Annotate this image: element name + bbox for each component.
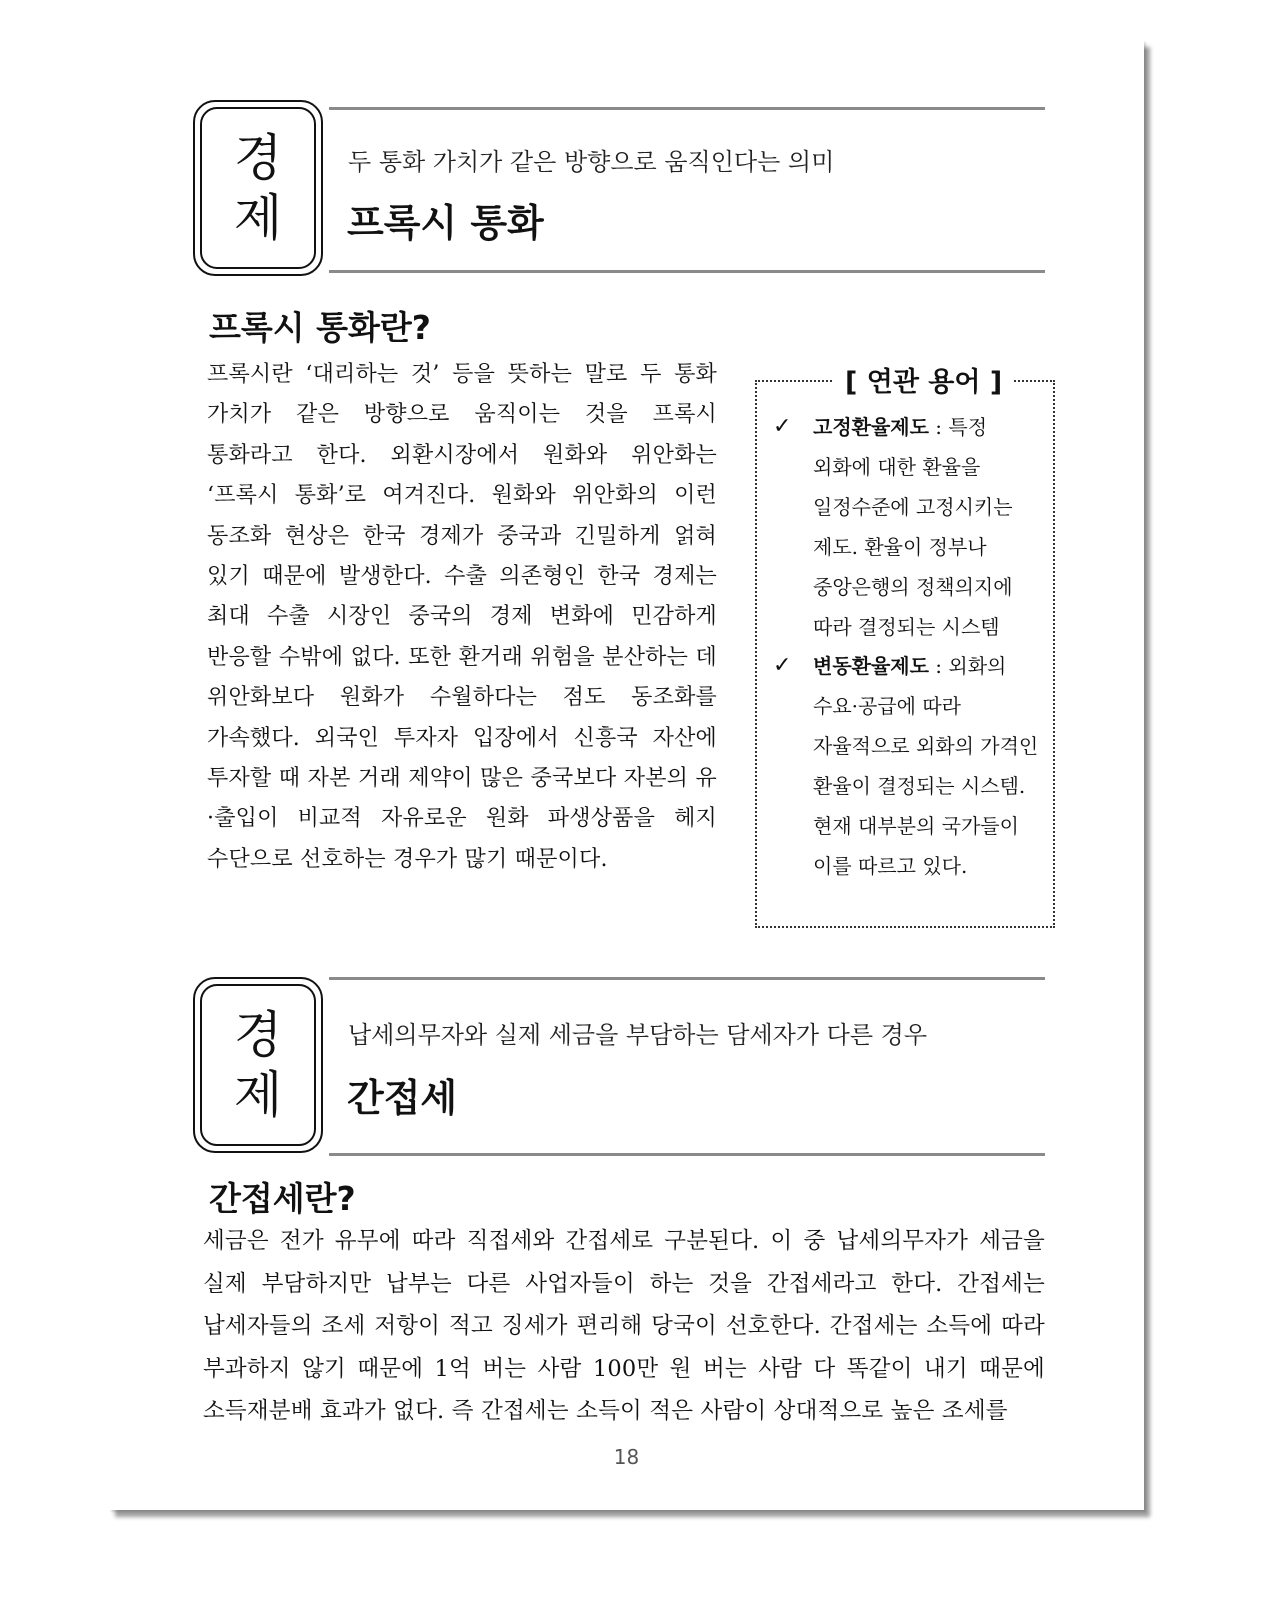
checkmark-icon: ✓ [773, 414, 792, 439]
section-1-top-rule [329, 107, 1045, 110]
section-1-category-badge [193, 100, 323, 276]
related-term-name: 변동환율제도 [813, 654, 929, 678]
section-2-category-badge [193, 977, 323, 1153]
document-page [109, 40, 1144, 1510]
section-2-category-char-2: 제 [233, 1066, 283, 1124]
related-term-item [773, 407, 1043, 647]
page-number: 18 [613, 1445, 640, 1469]
related-term-description: : 외화의 수요·공급에 따라 자율적으로 외화의 가격인 환율이 결정되는 시스템. 현재 대부분의 국가들이 이를 따르고 있다. [813, 654, 1039, 878]
section-1-question-heading: 프록시 통화란? [209, 308, 431, 347]
section-1-bottom-rule [329, 270, 1045, 273]
checkmark-icon: ✓ [773, 653, 792, 678]
section-2-bottom-rule [329, 1153, 1045, 1156]
related-terms-box [755, 367, 1055, 928]
related-terms-title: [ 연관 용어 ] [833, 360, 1014, 399]
related-term-description: : 특정 외화에 대한 환율을 일정수준에 고정시키는 제도. 환율이 정부나 중앙은행의 정책의지에 따라 결정되는 시스템 [813, 415, 1013, 639]
section-2-body-text: 세금은 전가 유무에 따라 직접세와 간접세로 구분된다. 이 중 납세의무자가 세금을 실제 부담하지만 납부는 다른 사업자들이 하는 것을 간접세라고 한다. 간접세는 납세자들의 조세 저항이 적고 징세가 편리해 당국이 선호한다. 간접세는 소득에 따라 부과하지 않기 때문에 1억 버는 사람 100만 원 버는 사람 다 똑같이 내기 때문에 소득재분배 효과가 없다. 즉 간접세는 소득이 적은 사람이 상대적으로 높은 조세를 [203, 1228, 1045, 1425]
section-1-subtitle: 두 통화 가치가 같은 방향으로 움직인다는 의미 [348, 148, 835, 176]
related-term-name: 고정환율제도 [813, 415, 929, 439]
section-1-title: 프록시 통화 [347, 201, 544, 245]
section-2-subtitle: 납세의무자와 실제 세금을 부담하는 담세자가 다른 경우 [348, 1021, 928, 1049]
section-2-category-char-1: 경 [233, 1006, 283, 1064]
related-term-item [773, 646, 1043, 886]
section-1-body-text: 프록시란 ‘대리하는 것’ 등을 뜻하는 말로 두 통화 가치가 같은 방향으로 움직이는 것을 프록시 통화라고 한다. 외환시장에서 원화와 위안화는 ‘프록시 통화’로 여겨진다. 원화와 위안화의 이런 동조화 현상은 한국 경제가 중국과 긴밀하게 얽혀 있기 때문에 발생한다. 수출 의존형인 한국 경제는 최대 수출 시장인 중국의 경제 변화에 민감하게 반응할 수밖에 없다. 또한 환거래 위험을 분산하는 데 위안화보다 원화가 수월하다는 점도 동조화를 가속했다. 외국인 투자자 입장에서 신흥국 자산에 투자할 때 자본 거래 제약이 많은 중국보다 자본의 유·출입이 비교적 자유로운 원화 파생상품을 헤지 수단으로 선호하는 경우가 많기 때문이다. [207, 362, 717, 872]
section-1-category-char-1: 경 [233, 129, 283, 187]
section-1-category-char-2: 제 [233, 189, 283, 247]
section-2-question-heading: 간접세란? [209, 1179, 356, 1218]
section-2-top-rule [329, 977, 1045, 980]
section-2-title: 간접세 [347, 1076, 458, 1120]
